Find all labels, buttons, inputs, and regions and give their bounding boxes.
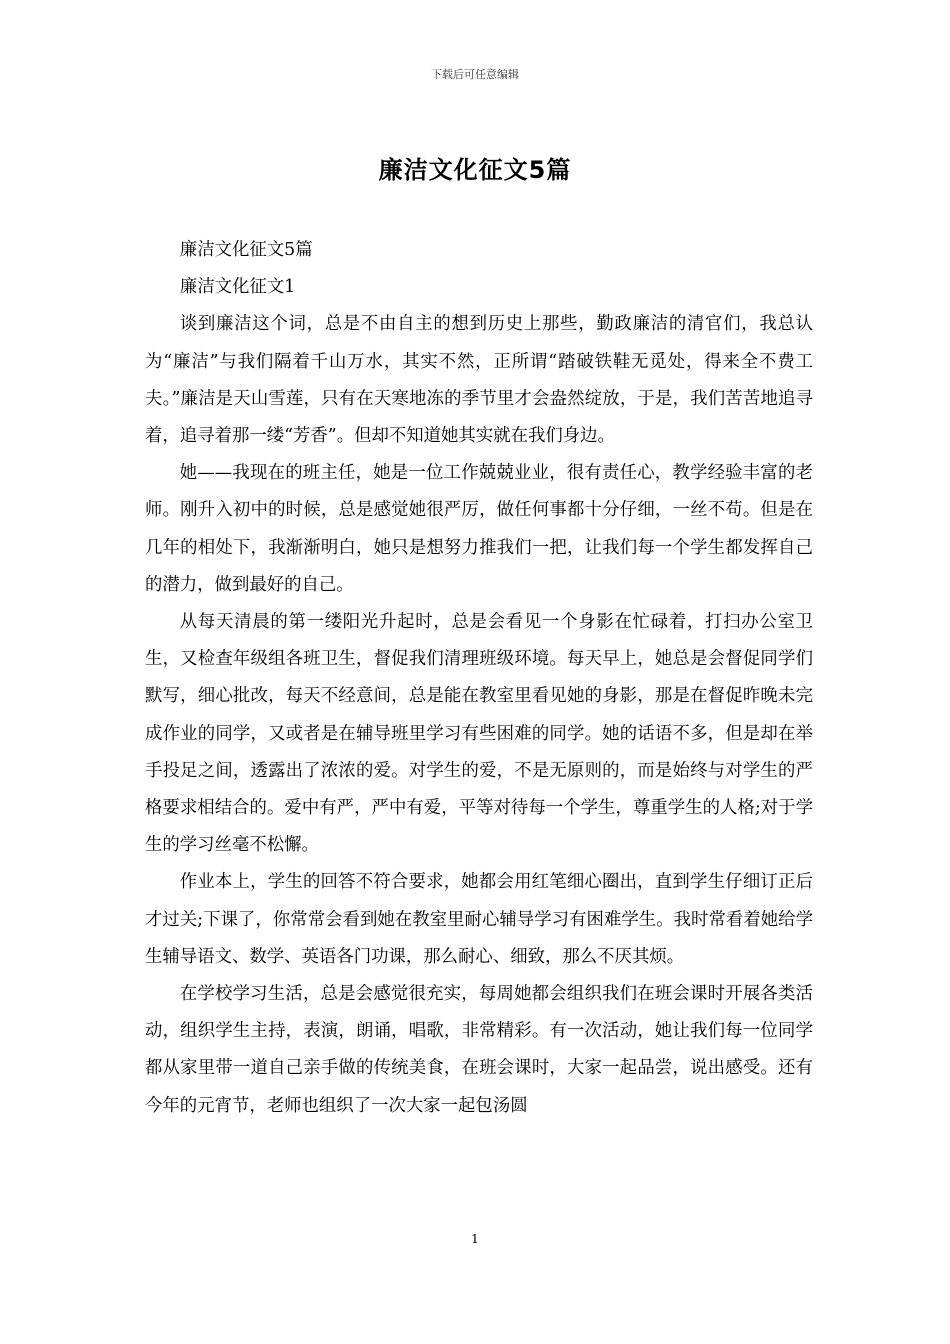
document-title: 廉洁文化征文5篇: [378, 156, 572, 184]
header-note: 下载后可任意编辑: [431, 68, 519, 81]
page-number: 1: [471, 1232, 479, 1246]
paragraph-subtitle: 廉洁文化征文5篇: [179, 240, 313, 260]
paragraph: 从每天清晨的第一缕阳光升起时，总是会看见一个身影在忙碌着，打扫办公室卫生，又检查年级组各班卫生，督促我们清理班级环境。每天早上，她总是会督促同学们默写，细心批改，每天不经意间，总是能在教室里看见她的身影，那是在督促昨晚未完成作业的同学，又或者是在辅导班里学习有些困难的同学。她的话语不多，但是却在举手投足之间，透露出了浓浓的爱。对学生的爱，不是无原则的，而是始终与对学生的严格要求相结合的。爱中有严，严中有爱，平等对待每一个学生，尊重学生的人格;对于学生的学习丝毫不松懈。: [145, 612, 813, 856]
paragraph: 在学校学习生活，总是会感觉很充实，每周她都会组织我们在班会课时开展各类活动，组织学生主持，表演，朗诵，唱歌，非常精彩。有一次活动，她让我们每一位同学都从家里带一道自己亲手做的传统美食，在班会课时，大家一起品尝，说出感受。还有今年的元宵节，老师也组织了一次大家一起包汤圆: [145, 984, 813, 1116]
paragraph: 她——我现在的班主任，她是一位工作兢兢业业，很有责任心，教学经验丰富的老师。刚升入初中的时候，总是感觉她很严厉，做任何事都十分仔细，一丝不苟。但是在几年的相处下，我渐渐明白，她只是想努力推我们一把，让我们每一个学生都发挥自己的潜力，做到最好的自己。: [145, 463, 813, 595]
paragraph: 谈到廉洁这个词，总是不由自主的想到历史上那些，勤政廉洁的清官们，我总认为“廉洁”与我们隔着千山万水，其实不然，正所谓“踏破铁鞋无觅处，得来全不费工夫。”廉洁是天山雪莲，只有在天寒地冻的季节里才会盎然绽放，于是，我们苦苦地追寻着，追寻着那一缕“芳香”。但却不知道她其实就在我们身边。: [145, 314, 813, 447]
paragraph: 作业本上，学生的回答不符合要求，她都会用红笔细心圈出，直到学生仔细订正后才过关;下课了，你常常会看到她在教室里耐心辅导学习有困难学生。我时常看着她给学生辅导语文、数学、英语各门功课，那么耐心、细致，那么不厌其烦。: [145, 872, 813, 967]
document-body: [145, 232, 813, 1125]
paragraph-section-heading: 廉洁文化征文1: [179, 277, 296, 298]
